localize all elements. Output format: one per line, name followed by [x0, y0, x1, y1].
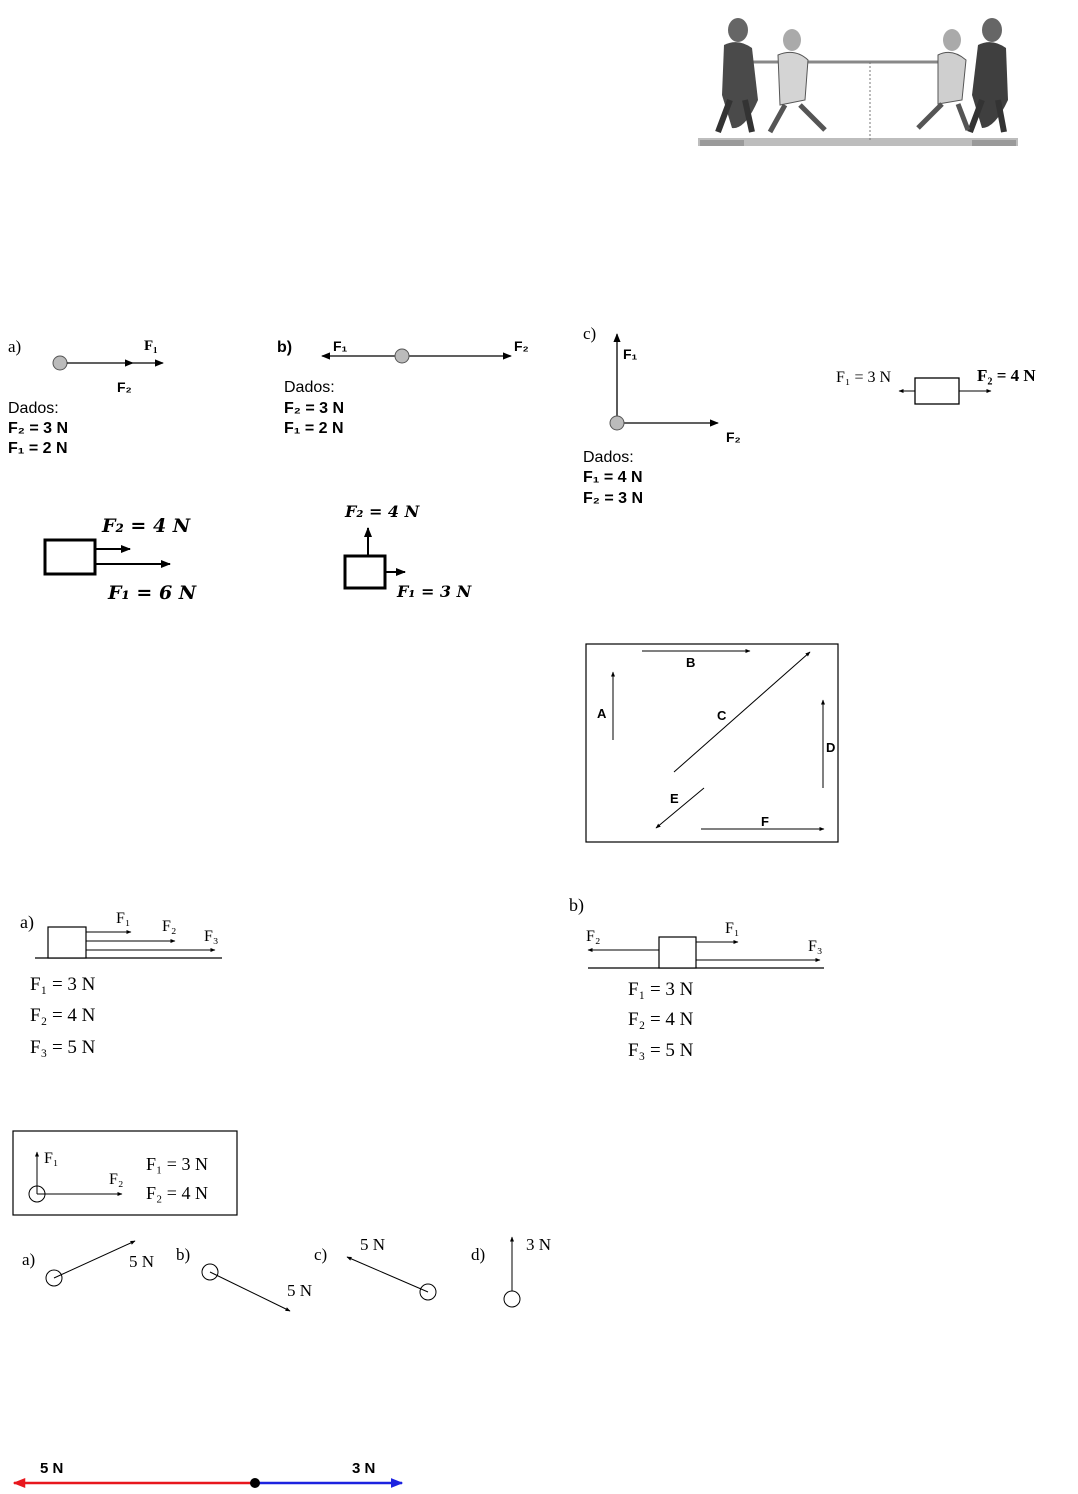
ex1b-value-2: F₁ = 2 N: [284, 420, 344, 437]
option-c-arrow: [347, 1257, 428, 1292]
option-b-arrow: [210, 1272, 290, 1311]
ex1b-dados: Dados:: [284, 379, 335, 396]
ex1b-label: b): [277, 339, 293, 356]
ex1a-value-2: F₁ = 2 N: [8, 440, 68, 457]
ex1a-value-1: F₂ = 3 N: [8, 420, 69, 437]
option-b-label: b): [176, 1245, 191, 1264]
ex3a-value-2: F₂ = 4 N: [30, 1005, 96, 1026]
option-a-label: a): [22, 1250, 36, 1269]
ex4-value-1: F₁ = 3 N: [146, 1154, 208, 1174]
vector-b-label: B: [686, 655, 696, 670]
option-d-value: 3 N: [526, 1235, 552, 1254]
ex3a-f1-label: F₁: [116, 910, 131, 927]
ex4-value-2: F₂ = 4 N: [146, 1183, 208, 1203]
ex1a-dados: Dados:: [8, 400, 59, 417]
ex1a-f2-label: F₂: [117, 379, 132, 395]
ex2-left-f2-label: F₂ = 4 N: [102, 515, 191, 537]
ex1d-f2-label: F₂ = 4 N: [977, 366, 1036, 385]
ex1b-f1-label: F₁: [333, 338, 348, 354]
exercise-3b-diagram: [588, 937, 824, 968]
ex3b-f2-label: F₂: [586, 928, 601, 945]
ex3a-value-1: F₁ = 3 N: [30, 974, 96, 995]
ex1b-value-1: F₂ = 3 N: [284, 400, 345, 417]
ex1a-f1-label: F₁: [144, 338, 158, 354]
vector-a-label: A: [597, 706, 607, 721]
ex2-right-f1-label: F₁ = 3 N: [397, 582, 472, 601]
option-c-label: c): [314, 1245, 328, 1264]
ex5-right-label: 3 N: [352, 1460, 376, 1477]
option-b-value: 5 N: [287, 1281, 313, 1300]
ex1c-dados: Dados:: [583, 449, 634, 466]
ex2-left-f1-label: F₁ = 6 N: [108, 582, 197, 604]
option-c-value: 5 N: [360, 1235, 386, 1254]
exercise-3a-diagram: [35, 927, 222, 958]
exercise-2-right-diagram: [345, 528, 405, 588]
ex1c-value-2: F₂ = 3 N: [583, 490, 644, 507]
exercise-4-options: [46, 1237, 520, 1311]
ex1a-label: a): [8, 337, 22, 356]
ex3b-value-2: F₂ = 4 N: [628, 1009, 694, 1030]
tug-of-war-illustration: [698, 18, 1018, 146]
exercise-5-diagram: [14, 1478, 402, 1488]
ex5-left-label: 5 N: [40, 1460, 64, 1477]
option-a-arrow: [54, 1241, 135, 1278]
vector-f-label: F: [761, 814, 769, 829]
exercise-1b-diagram: [322, 349, 511, 363]
vector-e-label: E: [670, 791, 679, 806]
exercise-2-left-diagram: [45, 540, 170, 574]
vector-d-label: D: [826, 740, 836, 755]
ex1c-f1-label: F₁: [623, 346, 638, 362]
ex3a-f2-label: F₂: [162, 918, 177, 935]
ex3a-value-3: F₃ = 5 N: [30, 1037, 96, 1058]
ex3a-label: a): [20, 912, 34, 932]
ex1d-f1-label: F₁ = 3 N: [836, 369, 892, 386]
vector-c-label: C: [717, 708, 727, 723]
ex1c-label: c): [583, 324, 597, 343]
ex1b-f2-label: F₂: [514, 338, 529, 354]
ex1c-f2-label: F₂: [726, 429, 741, 445]
ex3a-f3-label: F₃: [204, 928, 219, 945]
vectors-box: [586, 644, 838, 842]
ex4-f1-label: F₁: [44, 1150, 59, 1167]
ex3b-value-1: F₁ = 3 N: [628, 979, 694, 1000]
exercise-1a-diagram: [53, 356, 163, 370]
ex3b-f1-label: F₁: [725, 920, 740, 937]
ex2-right-f2-label: F₂ = 4 N: [345, 502, 420, 521]
ex3b-f3-label: F₃: [808, 938, 823, 955]
ex1c-value-1: F₁ = 4 N: [583, 469, 643, 486]
option-a-value: 5 N: [129, 1252, 155, 1271]
option-d-label: d): [471, 1245, 486, 1264]
ex3b-label: b): [569, 895, 584, 915]
ex4-f2-label: F₂: [109, 1171, 124, 1188]
ex3b-value-3: F₃ = 5 N: [628, 1040, 694, 1061]
